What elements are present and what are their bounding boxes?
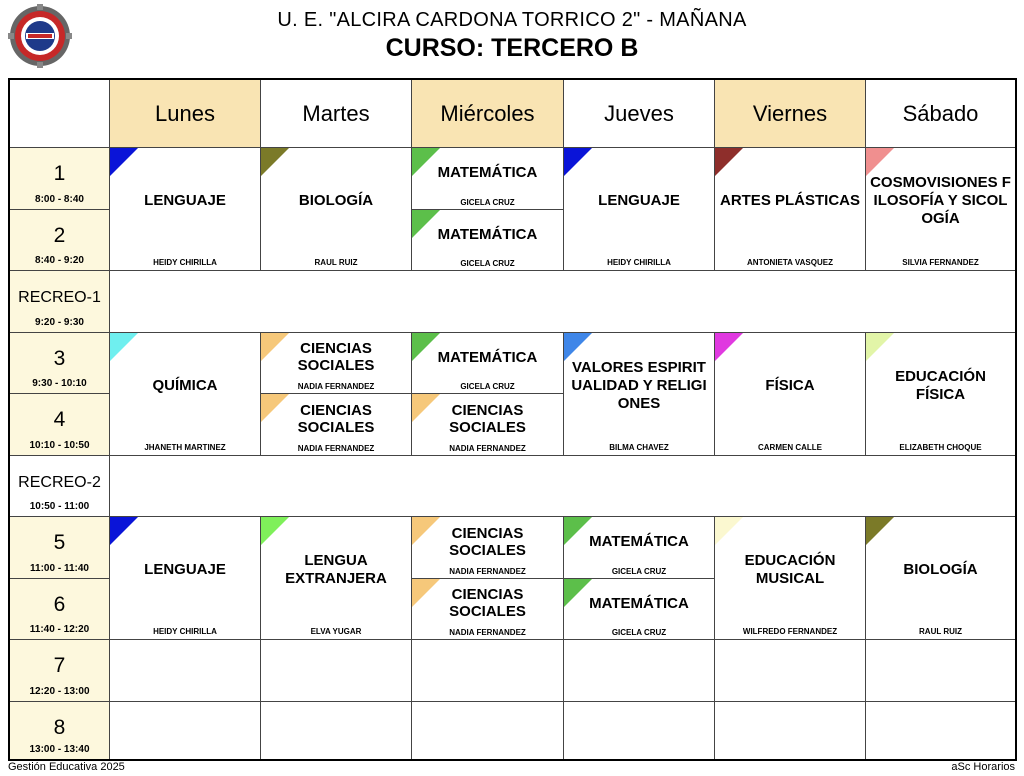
lesson-cell[interactable] — [412, 333, 564, 394]
period-number: 5 — [53, 531, 66, 554]
period-7 — [10, 640, 110, 702]
subject-name: ARTES PLÁSTICAS — [719, 192, 860, 209]
recess-row-1 — [110, 271, 1015, 333]
empty-slot[interactable] — [110, 702, 261, 759]
period-time: 8:00 - 8:40 — [35, 194, 84, 205]
teacher-name: NADIA FERNANDEZ — [449, 628, 526, 637]
period-8 — [10, 702, 110, 759]
subject-name: LENGUAJE — [598, 192, 680, 209]
lesson-cell[interactable] — [564, 517, 715, 579]
lesson-cell[interactable] — [866, 333, 1015, 456]
footer-left: Gestión Educativa 2025 — [8, 761, 125, 773]
teacher-name: GICELA CRUZ — [611, 567, 667, 576]
lesson-cell[interactable] — [261, 394, 412, 456]
school-title: U. E. "ALCIRA CARDONA TORRICO 2" - MAÑANA — [277, 9, 747, 31]
subject-name: MATEMÁTICA — [589, 533, 689, 550]
period-number: 4 — [53, 408, 66, 431]
teacher-name: GICELA CRUZ — [460, 198, 515, 207]
period-time: 10:50 - 11:00 — [29, 501, 90, 512]
corner-cell — [10, 80, 110, 148]
teacher-name: GICELA CRUZ — [611, 628, 667, 637]
period-number: 8 — [53, 716, 66, 739]
empty-slot[interactable] — [261, 640, 412, 702]
lesson-cell[interactable] — [412, 394, 564, 456]
timetable-grid — [8, 78, 1017, 761]
empty-slot[interactable] — [866, 702, 1015, 759]
lesson-cell[interactable] — [564, 579, 715, 640]
teacher-name: WILFREDO FERNANDEZ — [742, 627, 838, 636]
lesson-cell[interactable] — [110, 517, 261, 640]
day-header-monday: Lunes — [110, 80, 261, 148]
lesson-cell[interactable] — [564, 148, 715, 271]
recess-1 — [10, 271, 110, 333]
subject-name: CIENCIAS SOCIALES — [449, 401, 526, 436]
teacher-name: NADIA FERNANDEZ — [449, 567, 526, 576]
day-header-thursday: Jueves — [564, 80, 715, 148]
teacher-name: BILMA CHAVEZ — [609, 443, 669, 452]
subject-name: BIOLOGÍA — [298, 192, 374, 209]
period-3 — [10, 333, 110, 394]
period-time: 11:40 - 12:20 — [29, 624, 90, 635]
subject-name: CIENCIAS SOCIALES — [297, 340, 375, 374]
subject-name: LENGUAJE — [144, 192, 226, 209]
subject-name: MATEMÁTICA — [589, 594, 689, 612]
teacher-name: HEIDY CHIRILLA — [153, 258, 217, 267]
lesson-cell[interactable] — [866, 517, 1015, 640]
lesson-cell[interactable] — [261, 333, 412, 394]
day-header-tuesday: Martes — [261, 80, 412, 148]
empty-slot[interactable] — [715, 640, 866, 702]
subject-name: CIENCIAS SOCIALES — [449, 524, 526, 559]
period-time: 9:30 - 10:10 — [32, 378, 87, 389]
period-number: 3 — [53, 347, 66, 370]
empty-slot[interactable] — [866, 640, 1015, 702]
teacher-name: ELIZABETH CHOQUE — [899, 443, 982, 452]
lesson-cell[interactable] — [261, 517, 412, 640]
period-number: 6 — [53, 593, 66, 616]
footer-right: aSc Horarios — [951, 761, 1015, 773]
subject-name: LENGUAJE — [144, 561, 226, 578]
course-title: CURSO: TERCERO B — [385, 34, 639, 62]
period-2 — [10, 210, 110, 271]
empty-slot[interactable] — [564, 702, 715, 759]
lesson-cell[interactable] — [110, 333, 261, 456]
lesson-cell[interactable] — [564, 333, 715, 456]
recess-2 — [10, 456, 110, 517]
subject-name: COSMOVISIONES FILOSOFÍA Y SICOLOGÍA — [870, 174, 1011, 227]
subject-name: EDUCACIÓN FÍSICA — [895, 368, 986, 403]
lesson-cell[interactable] — [412, 210, 564, 271]
subject-name: MATEMÁTICA — [437, 225, 538, 243]
period-time: 10:10 - 10:50 — [29, 440, 90, 451]
period-1 — [10, 148, 110, 210]
day-header-saturday: Sábado — [866, 80, 1015, 148]
recess-row-2 — [110, 456, 1015, 517]
subject-name: FÍSICA — [765, 377, 815, 394]
subject-name: MATEMÁTICA — [437, 348, 538, 366]
period-4 — [10, 394, 110, 456]
period-time: 12:20 - 13:00 — [29, 686, 90, 697]
subject-name: QUÍMICA — [152, 377, 218, 394]
teacher-name: GICELA CRUZ — [460, 382, 515, 391]
teacher-name: NADIA FERNANDEZ — [297, 444, 375, 453]
lesson-cell[interactable] — [110, 148, 261, 271]
lesson-cell[interactable] — [715, 517, 866, 640]
subject-name: EDUCACIÓN MUSICAL — [744, 552, 836, 587]
period-time: 13:00 - 13:40 — [29, 744, 90, 755]
empty-slot[interactable] — [261, 702, 412, 759]
subject-name: LENGUA EXTRANJERA — [285, 552, 387, 587]
period-6 — [10, 579, 110, 640]
period-time: 9:20 - 9:30 — [35, 317, 84, 328]
lesson-cell[interactable] — [412, 517, 564, 579]
lesson-cell[interactable] — [261, 148, 412, 271]
lesson-cell[interactable] — [715, 148, 866, 271]
empty-slot[interactable] — [412, 702, 564, 759]
teacher-name: NADIA FERNANDEZ — [449, 444, 526, 453]
teacher-name: ANTONIETA VASQUEZ — [747, 258, 833, 267]
teacher-name: NADIA FERNANDEZ — [297, 382, 375, 391]
subject-name: BIOLOGÍA — [903, 561, 978, 578]
empty-slot[interactable] — [412, 640, 564, 702]
teacher-name: RAUL RUIZ — [314, 258, 358, 267]
subject-name: VALORES ESPIRITUALIDAD Y RELIGIONES — [571, 359, 707, 412]
period-time: 11:00 - 11:40 — [30, 563, 89, 574]
lesson-cell[interactable] — [866, 148, 1015, 271]
teacher-name: SILVIA FERNANDEZ — [902, 258, 979, 267]
period-number: 2 — [53, 224, 66, 247]
period-5 — [10, 517, 110, 579]
lesson-cell[interactable] — [412, 148, 564, 210]
subject-name: CIENCIAS SOCIALES — [449, 586, 526, 620]
period-time: 8:40 - 9:20 — [35, 255, 84, 266]
teacher-name: ELVA YUGAR — [310, 627, 362, 636]
lesson-cell[interactable] — [715, 333, 866, 456]
teacher-name: HEIDY CHIRILLA — [153, 627, 217, 636]
day-header-wednesday: Miércoles — [412, 80, 564, 148]
subject-name: MATEMÁTICA — [437, 164, 538, 181]
teacher-name: HEIDY CHIRILLA — [607, 258, 671, 267]
recess-label: RECREO-1 — [18, 289, 101, 306]
teacher-name: CARMEN CALLE — [758, 443, 822, 452]
empty-slot[interactable] — [110, 640, 261, 702]
subject-name: CIENCIAS SOCIALES — [297, 401, 375, 436]
teacher-name: JHANETH MARTINEZ — [144, 443, 226, 452]
recess-label: RECREO-2 — [18, 474, 101, 491]
period-number: 1 — [53, 162, 66, 185]
period-number: 7 — [53, 654, 66, 677]
lesson-cell[interactable] — [412, 579, 564, 640]
empty-slot[interactable] — [715, 702, 866, 759]
teacher-name: GICELA CRUZ — [460, 259, 515, 268]
empty-slot[interactable] — [564, 640, 715, 702]
day-header-friday: Viernes — [715, 80, 866, 148]
teacher-name: RAUL RUIZ — [919, 627, 962, 636]
